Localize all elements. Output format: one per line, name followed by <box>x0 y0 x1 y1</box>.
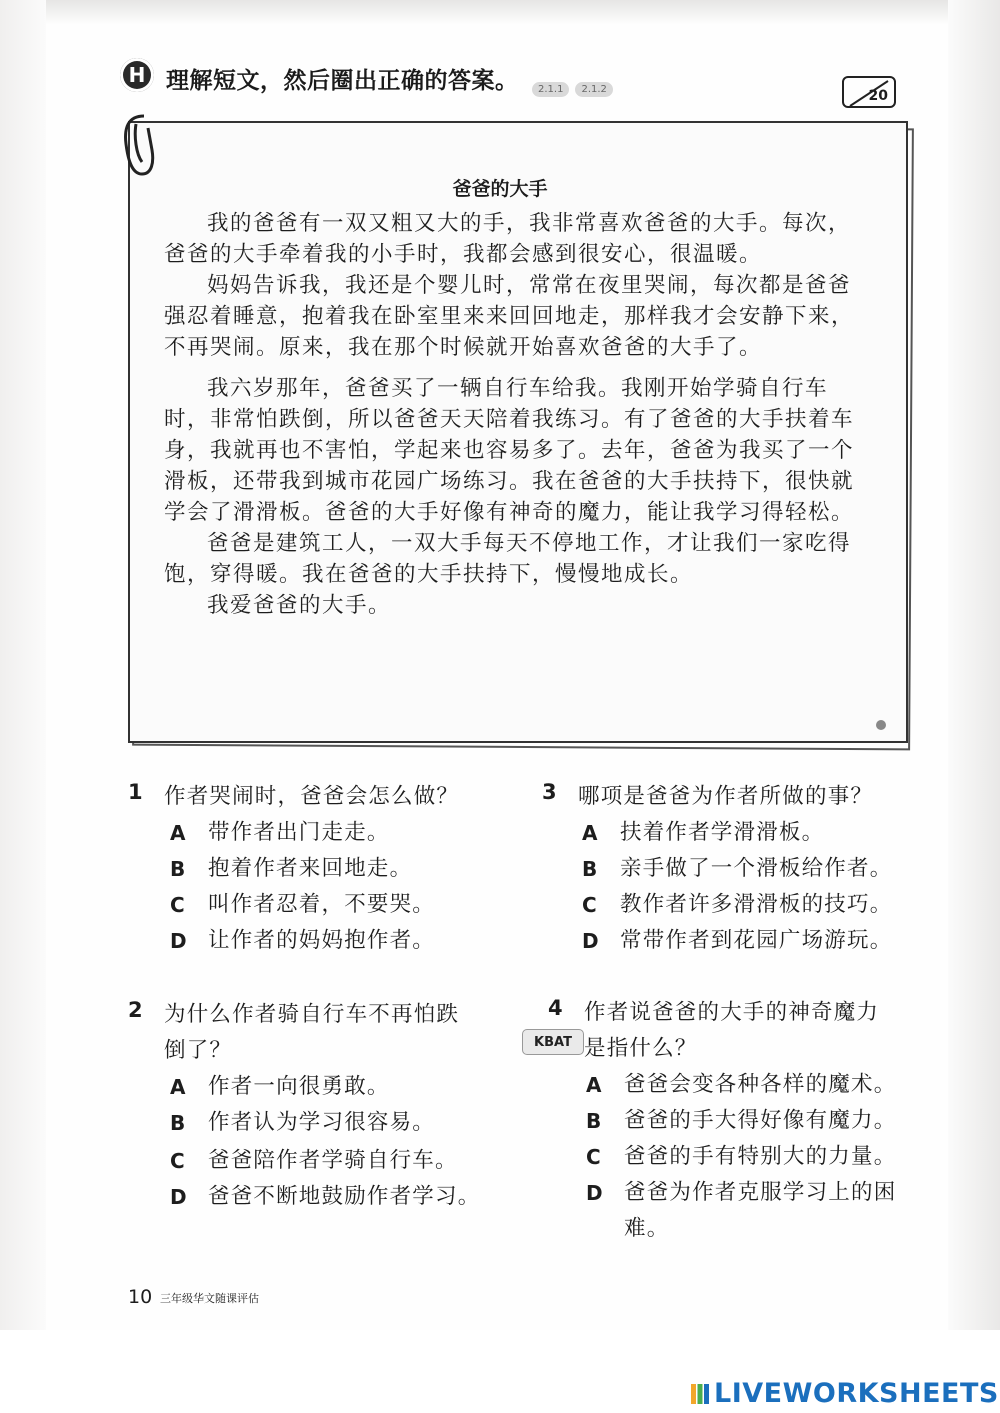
question-text-line1: 为什么作者骑自行车不再怕跌 <box>164 1002 460 1027</box>
question-number: 4 <box>548 996 564 1020</box>
scan-shadow-top <box>0 0 1000 24</box>
option-text: 作者一向很勇敢。 <box>208 1074 390 1099</box>
option-text: 带作者出门走走。 <box>208 820 390 845</box>
option-letter: D <box>586 1181 604 1205</box>
option-text-line2: 难。 <box>624 1216 670 1241</box>
liveworksheets-logo <box>690 1378 999 1409</box>
option-letter: B <box>170 857 187 881</box>
story-paragraph: 爸爸是建筑工人，一双大手每天不停地工作，才让我们一家吃得饱，穿得暖。我在爸爸的大手扶持下，慢慢地成长。 <box>164 531 852 587</box>
question-text: 作者哭闹时，爸爸会怎么做？ <box>164 784 460 809</box>
instruction-heading: 理解短文，然后圈出正确的答案。 <box>166 68 519 94</box>
option-text: 教作者许多滑滑板的技巧。 <box>620 892 893 917</box>
question-text-line1: 作者说爸爸的大手的神奇魔力 <box>584 1000 880 1025</box>
option-text: 爸爸的手大得好像有魔力。 <box>624 1108 897 1133</box>
option-text: 让作者的妈妈抱作者。 <box>208 928 436 953</box>
question-text: 哪项是爸爸为作者所做的事？ <box>578 784 874 809</box>
option-letter: D <box>170 929 188 953</box>
skill-code: 2.1.2 <box>575 82 612 97</box>
story-paragraph: 我爱爸爸的大手。 <box>207 593 392 618</box>
option-text: 爸爸的手有特别大的力量。 <box>624 1144 897 1169</box>
question-2 <box>128 998 518 1218</box>
story-paragraph: 妈妈告诉我，我还是个婴儿时，常常在夜里哭闹，每次都是爸爸强忍着睡意，抱着我在卧室里来来回回地走，那样我才会安静下来，不再哭闹。原来，我在那个时候就开始喜欢爸爸的大手了。 <box>164 273 855 360</box>
question-text-line2: 是指什么？ <box>584 1036 698 1061</box>
option-text: 爸爸陪作者学骑自行车。 <box>208 1148 458 1173</box>
score-box <box>842 76 896 108</box>
option-letter: B <box>586 1109 603 1133</box>
option-letter: C <box>170 893 186 917</box>
option-text: 作者认为学习很容易。 <box>208 1110 436 1135</box>
question-number: 2 <box>128 998 144 1022</box>
option-letter: C <box>582 893 598 917</box>
option-text: 爸爸会变各种各样的魔术。 <box>624 1072 897 1097</box>
book-title: 三年级华文随课评估 <box>160 1292 259 1305</box>
story-paragraph: 我六岁那年，爸爸买了一辆自行车给我。我刚开始学骑自行车时，非常怕跌倒，所以爸爸天天陪着我练习。有了爸爸的大手扶着车身，我就再也不害怕，学起来也容易多了。去年，爸爸为我买了一个滑板，还带我到城市花园广场练习。我在爸爸的大手扶持下，很快就学会了滑滑板。爸爸的大手好像有神奇的魔力，能让我学习得轻松。 <box>164 376 855 525</box>
skill-codes <box>532 82 613 97</box>
option-text: 爸爸不断地鼓励作者学习。 <box>208 1184 481 1209</box>
question-text-line2: 倒了？ <box>164 1038 233 1063</box>
option-letter: A <box>582 821 599 845</box>
story-title: 爸爸的大手 <box>452 178 548 200</box>
option-text-line1: 爸爸为作者克服学习上的困 <box>624 1180 897 1205</box>
story-paragraph: 我的爸爸有一双又粗又大的手，我非常喜欢爸爸的大手。每次，爸爸的大手牵着我的小手时，我都会感到很安心，很温暖。 <box>164 211 852 267</box>
option-letter: C <box>586 1145 602 1169</box>
option-letter: C <box>170 1149 186 1173</box>
option-letter: A <box>586 1073 603 1097</box>
kbat-badge: KBAT <box>522 1029 584 1055</box>
option-text: 亲手做了一个滑板给作者。 <box>620 856 893 881</box>
question-number: 1 <box>128 780 144 804</box>
option-letter: B <box>582 857 599 881</box>
score-total: 20 <box>868 88 888 104</box>
liveworksheets-brand: LIVEWORKSHEETS <box>714 1378 999 1409</box>
question-number: 3 <box>542 780 558 804</box>
option-text: 抱着作者来回地走。 <box>208 856 413 881</box>
page-number: 10 <box>128 1286 153 1308</box>
option-text: 常带作者到花园广场游玩。 <box>620 928 893 953</box>
frame-dot <box>876 720 886 730</box>
liveworksheets-mark-icon <box>690 1382 710 1406</box>
paperclip-icon <box>114 110 166 182</box>
option-letter: A <box>170 821 187 845</box>
story-body <box>164 208 872 621</box>
option-letter: D <box>170 1185 188 1209</box>
option-letter: D <box>582 929 600 953</box>
option-letter: A <box>170 1075 187 1099</box>
question-3 <box>542 780 922 960</box>
option-letter: B <box>170 1111 187 1135</box>
option-text: 扶着作者学滑滑板。 <box>620 820 825 845</box>
section-badge: H <box>120 58 154 92</box>
question-1 <box>128 780 518 960</box>
question-4 <box>548 996 928 1246</box>
option-text: 叫作者忍着，不要哭。 <box>208 892 436 917</box>
skill-code: 2.1.1 <box>532 82 569 97</box>
